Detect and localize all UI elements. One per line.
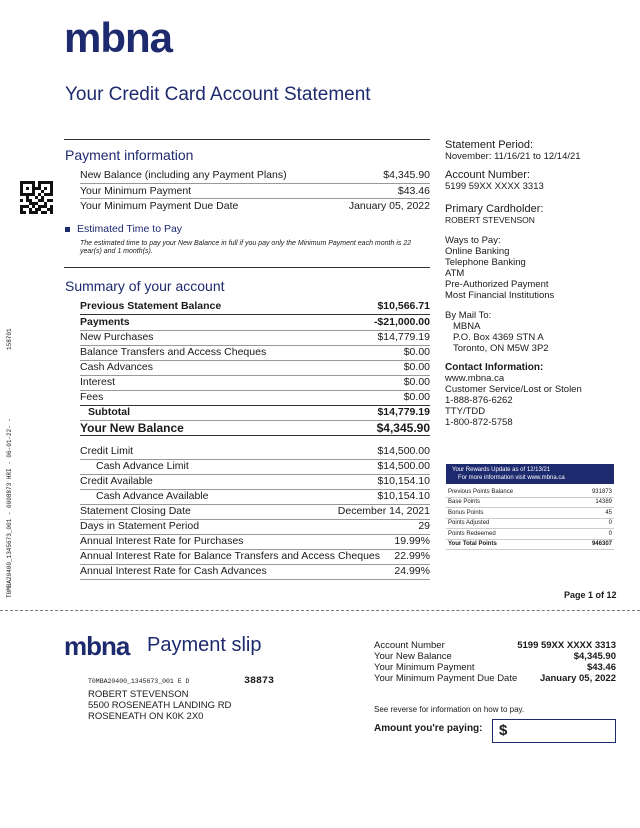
list-item: ATM [445, 268, 465, 279]
qr-module [50, 211, 53, 214]
summary-row: Payments -$21,000.00 [80, 316, 430, 328]
list-item: Online Banking [445, 246, 510, 257]
summary-row: Previous Statement Balance $10,566.71 [80, 300, 430, 312]
perforation-line [0, 610, 640, 611]
summary-row: Subtotal $14,779.19 [88, 406, 430, 418]
mid-rule-left [64, 267, 430, 268]
amount-label: Amount you're paying: [374, 723, 483, 734]
slip-mbna-logo: mbna [64, 631, 130, 661]
detail-row: Annual Interest Rate for Purchases 19.99% [80, 535, 430, 547]
list-item: P.O. Box 4369 STN A [453, 332, 544, 343]
statement-period: Statement Period: November: 11/16/21 to 12/14/21 [445, 139, 581, 162]
slip-row: Your Minimum Payment $43.46 [374, 662, 616, 673]
primary-cardholder: Primary Cardholder: ROBERT STEVENSON [445, 203, 544, 225]
list-item: 1-800-872-5758 [445, 417, 513, 428]
dollar-sign: $ [499, 722, 508, 739]
detail-row: Annual Interest Rate for Balance Transfers and Access Cheques 22.99% [80, 550, 430, 562]
slip-title: Payment slip [147, 634, 262, 656]
list-item: 5500 ROSENEATH LANDING RD [88, 700, 232, 711]
list-item: TTY/TDD [445, 406, 486, 417]
account-number: Account Number: 5199 59XX XXXX 3313 [445, 169, 544, 192]
slip-code-number: 38873 [244, 676, 275, 687]
divider [80, 435, 430, 436]
rewards-row: Points Adjusted 0 [446, 519, 614, 530]
summary-row: Your New Balance $4,345.90 [80, 421, 430, 435]
list-item: Toronto, ON M5W 3P2 [453, 343, 549, 354]
bullet-icon [65, 227, 70, 232]
slip-row: Your Minimum Payment Due Date January 05, 2022 [374, 673, 616, 684]
estimated-time-heading: Estimated Time to Pay [65, 223, 182, 235]
list-item: ROBERT STEVENSON [88, 689, 189, 700]
payment-row-new-balance: New Balance (including any Payment Plans) $4,345.90 [80, 169, 430, 181]
reverse-note: See reverse for information on how to pay. [374, 705, 525, 714]
detail-row: Cash Advance Limit $14,500.00 [96, 460, 430, 472]
rewards-row: Previous Points Balance 931873 [446, 487, 614, 498]
top-rule-left [64, 139, 430, 140]
rewards-row: Your Total Points 946307 [446, 540, 614, 551]
mbna-logo: mbna [64, 14, 173, 61]
detail-row: Credit Limit $14,500.00 [80, 445, 430, 457]
list-item: Telephone Banking [445, 257, 526, 268]
rewards-row: Bonus Points 45 [446, 508, 614, 519]
statement-title: Your Credit Card Account Statement [65, 84, 371, 105]
detail-row: Annual Interest Rate for Cash Advances 24.99% [80, 565, 430, 577]
list-item: www.mbna.ca [445, 373, 505, 384]
slip-row: Account Number 5199 59XX XXXX 3313 [374, 640, 616, 651]
rewards-header: Your Rewards Update as of 12/13/21 For more information visit www.mbna.ca [446, 464, 614, 484]
list-item: Most Financial Institutions [445, 290, 555, 301]
divider [80, 183, 430, 184]
estimated-time-text: The estimated time to pay your New Balance in full if you pay only the Minimum Payment each month is 22 year(s) and 1 month(s). [80, 240, 412, 255]
summary-row: Interest $0.00 [80, 376, 430, 388]
contact-info: Contact Information: www.mbna.ca Customer Service/Lost or Stolen 1-888-876-6262 TTY/TDD 1-800-872-5758 [445, 362, 635, 428]
slip-code: T0MBA20400_1345673_001 E D [88, 678, 190, 685]
summary-heading: Summary of your account [65, 278, 225, 294]
qr-code [20, 181, 53, 214]
page-number: Page 1 of 12 [564, 590, 617, 600]
payment-info-heading: Payment information [65, 147, 194, 163]
ways-to-pay: Ways to Pay: Online Banking Telephone Banking ATM Pre-Authorized Payment Most Financial Institutions [445, 235, 635, 301]
amount-input[interactable] [492, 719, 616, 743]
detail-row: Credit Available $10,154.10 [80, 475, 430, 487]
margin-code-top: 158701 [6, 328, 13, 350]
slip-row: Your New Balance $4,345.90 [374, 651, 616, 662]
rewards-row: Base Points 14389 [446, 498, 614, 509]
divider [80, 198, 430, 199]
list-item: Pre-Authorized Payment [445, 279, 549, 290]
detail-row: Statement Closing Date December 14, 2021 [80, 505, 430, 517]
list-item: Customer Service/Lost or Stolen [445, 384, 582, 395]
list-item: 1-888-876-6262 [445, 395, 513, 406]
mail-to: By Mail To: MBNA P.O. Box 4369 STN A Toronto, ON M5W 3P2 [445, 310, 635, 354]
detail-row: Days in Statement Period 29 [80, 520, 430, 532]
rewards-box [446, 464, 614, 550]
list-item: MBNA [453, 321, 481, 332]
summary-row: New Purchases $14,779.19 [80, 331, 430, 343]
payment-row-min-payment: Your Minimum Payment $43.46 [80, 185, 430, 197]
slip-address [88, 689, 231, 722]
summary-row: Cash Advances $0.00 [80, 361, 430, 373]
divider [80, 314, 430, 315]
rewards-row: Points Redeemed 0 [446, 529, 614, 540]
payment-row-due-date: Your Minimum Payment Due Date January 05, 2022 [80, 200, 430, 212]
slip-summary [374, 640, 616, 684]
margin-code-left: T0MBA20400_1345673_001 - 0008873 HRI - 06-01-22- - [6, 417, 13, 598]
divider [80, 579, 430, 580]
list-item: ROSENEATH ON K0K 2X0 [88, 711, 204, 722]
summary-row: Balance Transfers and Access Cheques $0.00 [80, 346, 430, 358]
summary-row: Fees $0.00 [80, 391, 430, 403]
detail-row: Cash Advance Available $10,154.10 [96, 490, 430, 502]
